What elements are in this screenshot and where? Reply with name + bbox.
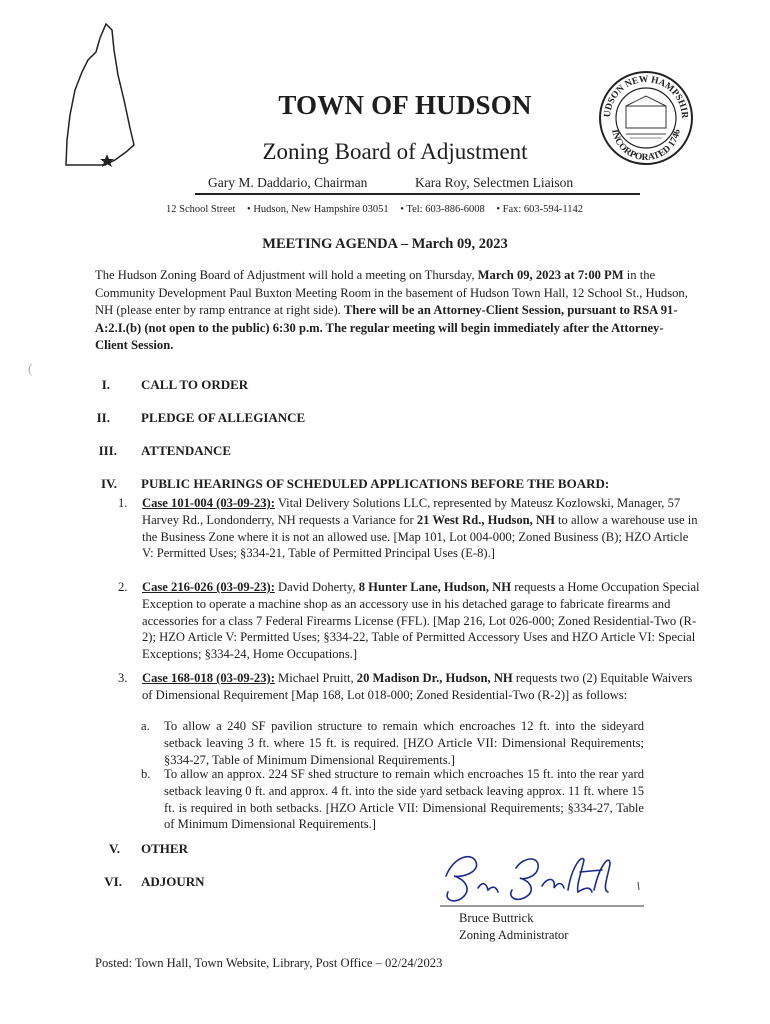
contact-address: 12 School Street [166, 204, 236, 215]
intro-text-1: The Hudson Zoning Board of Adjustment will hold a meeting on Thursday, [95, 268, 478, 282]
section-label: ADJOURN [141, 874, 205, 889]
agenda-title: MEETING AGENDA – March 09, 2023 [262, 236, 508, 252]
page-subtitle: Zoning Board of Adjustment [262, 139, 528, 164]
contact-city: • Hudson, New Hampshire 03051 [247, 204, 389, 215]
contact-tel: • Tel: 603-886-6008 [400, 204, 485, 215]
liaison-name: Kara Roy, Selectmen Liaison [415, 175, 574, 190]
section-label: ATTENDANCE [141, 443, 232, 458]
section-number: III. [98, 443, 117, 458]
contact-line [166, 204, 646, 215]
case-text-b: requests two (2) Equitable Waivers of Dimensional Requirement [Map 168, Lot 018-000; Zoned Residential-Two (R-2)] as follows: [142, 671, 693, 702]
section-number: VI. [104, 874, 122, 889]
section-label: PLEDGE OF ALLEGIANCE [141, 410, 306, 425]
intro-attorney-session: There will be an Attorney-Client Session, pursuant to RSA 91-A:2.I.(b) (not open to the public) 6:30 p.m. The regular meeting will begin immediately after the Attorney-Client Session. [95, 303, 678, 352]
handwritten-signature [432, 846, 647, 910]
case-address: 21 West Rd., Hudson, NH [416, 512, 555, 527]
case-body [142, 495, 702, 562]
case-body [142, 670, 702, 704]
sub-item-letter: b. [141, 767, 151, 781]
scan-mark: ( [28, 362, 33, 377]
case-number: 2. [118, 580, 128, 594]
section-number: II. [96, 410, 110, 425]
posted-notice: Posted: Town Hall, Town Website, Library, Post Office – 02/24/2023 [95, 956, 443, 970]
case-id: Case 168-018 (03-09-23): [142, 671, 275, 685]
town-seal [598, 70, 694, 166]
case-number: 1. [118, 496, 128, 510]
section-number: IV. [100, 476, 117, 491]
intro-paragraph [95, 267, 690, 355]
contact-fax: • Fax: 603-594-1142 [496, 204, 584, 215]
town-seal-icon [598, 70, 694, 166]
case-body [142, 579, 702, 663]
case-text-a: David Doherty, [274, 580, 359, 594]
case-address: 20 Madison Dr., Hudson, NH [356, 671, 513, 685]
case-number: 3. [118, 671, 128, 685]
page-title: TOWN OF HUDSON [278, 90, 532, 120]
section-label: CALL TO ORDER [141, 377, 249, 392]
case-id: Case 216-026 (03-09-23): [142, 580, 275, 594]
new-hampshire-map-icon [60, 20, 140, 170]
case-text-a: Vital Delivery Solutions LLC, represented by Mateusz Kozlowski, Manager, 57 Harvey Rd., Londonderry, NH requests a Variance for [142, 496, 681, 527]
header-divider [195, 193, 640, 195]
intro-datetime: March 09, 2023 at 7:00 PM [477, 268, 624, 282]
section-number: V. [109, 841, 120, 856]
intro-text-3: in the Community Development Paul Buxton Meeting Room in the basement of Hudson Town Hall, 12 School St., Hudson, NH (please enter by ramp entrance at right side). [95, 268, 688, 317]
case-text-b: to allow a warehouse use in the Business Zone where it is not an allowed use. [Map 101, Lot 004-000; Zoned Business (B); HZO Article V: Permitted Uses; §334-21, Table of Permitted Principal Uses (E-8).] [142, 512, 698, 561]
chairman-name: Gary M. Daddario, Chairman [208, 175, 368, 190]
signatory-name: Bruce Buttrick [459, 911, 534, 925]
section-label: PUBLIC HEARINGS OF SCHEDULED APPLICATIONS BEFORE THE BOARD: [141, 476, 610, 491]
sub-item-letter: a. [141, 719, 150, 733]
svg-text:HUDSON NEW HAMPSHIRE: UDSON NEW HAMPSHIR [602, 74, 690, 119]
case-text-a: Michael Pruitt, [274, 671, 357, 685]
case-text-b: requests a Home Occupation Special Exception to operate a machine shop as an accessory use in his detached garage to fabricate firearms and accessories for a class 7 Federal Firearms License (FFL). [Map 216, Lot 026-000; Zoned Residential-Two (R-2); HZO Article V: Permitted Uses; §334-22, Table of Permitted Accessory Uses and HZO Article VI: Special Exceptions; §334-24, Home Occupations.] [142, 580, 700, 662]
svg-text:INCORPORATED 1746: INCORPORATED 1746 [609, 128, 683, 164]
sub-item-text: To allow a 240 SF pavilion structure to remain which encroaches 12 ft. into the sideyard setback leaving 3 ft. where 15 ft. is required. [HZO Article VII: Dimensional Requirements; §334-27, Table of Minimum Dimensional Requirements.] [164, 719, 644, 767]
case-address: 8 Hunter Lane, Hudson, NH [358, 580, 512, 594]
section-number: I. [101, 377, 110, 392]
signatory-title: Zoning Administrator [459, 928, 569, 942]
case-id: Case 101-004 (03-09-23): [142, 496, 275, 510]
section-label: OTHER [141, 841, 188, 856]
sub-item-text: To allow an approx. 224 SF shed structure to remain which encroaches 15 ft. into the rear yard setback leaving 0 ft. and approx. 4 ft. into the side yard setback leaving approx. 11 ft. where 15 ft. is required in both setbacks. [HZO Article VII: Dimensional Requirements; §334-27, Table of Minimum Dimensional Requirements.] [164, 767, 644, 832]
